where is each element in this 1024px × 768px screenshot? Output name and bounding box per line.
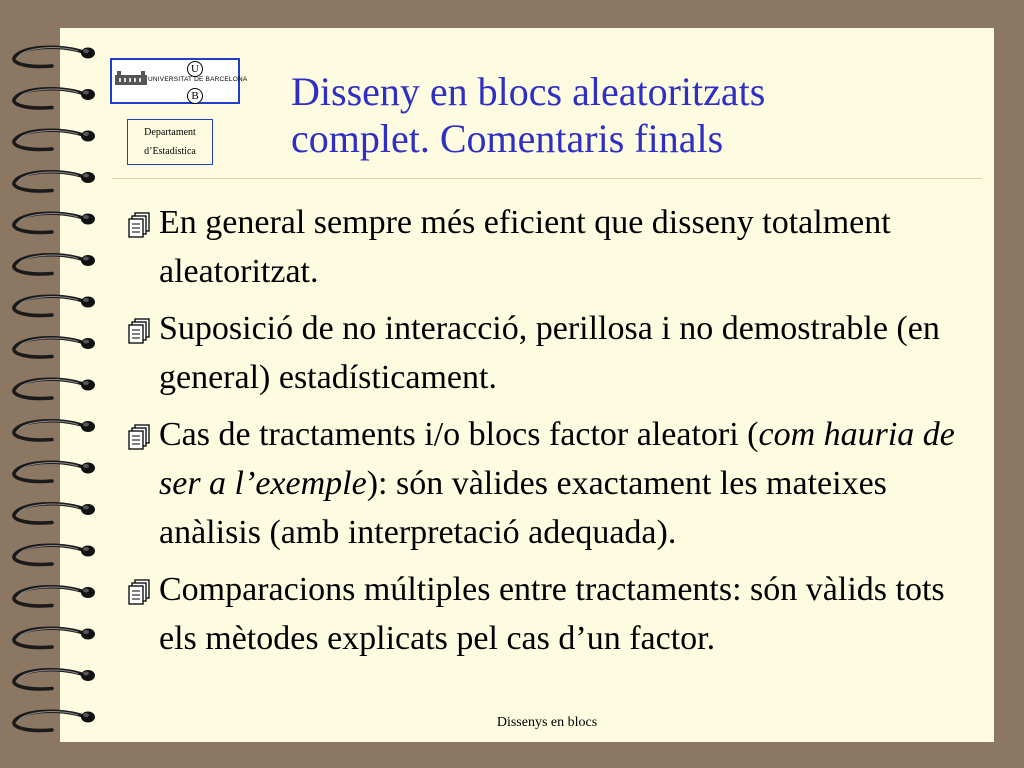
logo-letter-u: U bbox=[187, 61, 203, 77]
logo-letter-b: B bbox=[187, 88, 203, 104]
bullet-list bbox=[126, 198, 986, 671]
spiral-ring-icon bbox=[14, 89, 95, 108]
department-line-1: Departament bbox=[144, 127, 196, 138]
bullet-text-part: ): són vàlides exactament les mateixes anàlisis (amb interpretació adequada). bbox=[159, 465, 887, 551]
spiral-ring-icon bbox=[14, 172, 95, 191]
notebook-pages-icon bbox=[126, 579, 152, 605]
bullet-item bbox=[126, 565, 986, 663]
spiral-ring-icon bbox=[14, 255, 95, 274]
slide-footer: Dissenys en blocs bbox=[496, 715, 598, 730]
bullet-text bbox=[159, 416, 955, 551]
bullet-item bbox=[126, 304, 986, 402]
logo-university-name: UNIVERSITAT DE BARCELONA bbox=[148, 76, 248, 83]
slide-title bbox=[291, 68, 971, 162]
department-line-2: d’Estadística bbox=[144, 146, 196, 157]
bullet-item bbox=[126, 198, 986, 296]
spiral-ring-icon bbox=[14, 462, 95, 481]
bullet-text: Comparacions múltiples entre tractaments: són vàlids tots els mètodes explicats pel cas d’un factor. bbox=[159, 571, 945, 657]
bullet-text: En general sempre més eficient que disseny totalment aleatoritzat. bbox=[159, 204, 891, 290]
spiral-ring-icon bbox=[14, 670, 95, 689]
building-icon bbox=[115, 71, 147, 85]
spiral-ring-icon bbox=[14, 587, 95, 606]
bullet-text-part: Cas de tractaments i/o blocs factor aleatori ( bbox=[159, 416, 759, 453]
spiral-ring-icon bbox=[14, 296, 95, 315]
notebook-pages-icon bbox=[126, 424, 152, 450]
spiral-ring-icon bbox=[14, 504, 95, 523]
spiral-ring-icon bbox=[14, 379, 95, 398]
slide-title-line-2: complet. Comentaris finals bbox=[291, 116, 724, 161]
title-divider bbox=[112, 178, 982, 179]
university-logo bbox=[110, 58, 248, 104]
spiral-ring-icon bbox=[14, 545, 95, 564]
slide-title-line-1: Disseny en blocs aleatoritzats bbox=[291, 69, 766, 114]
bullet-text: Suposició de no interacció, perillosa i no demostrable (en general) estadísticament. bbox=[159, 310, 940, 396]
bullet-item bbox=[126, 410, 986, 557]
notebook-pages-icon bbox=[126, 318, 152, 344]
spiral-ring-icon bbox=[14, 628, 95, 647]
spiral-binding-icon bbox=[0, 0, 110, 768]
spiral-ring-icon bbox=[14, 47, 95, 66]
spiral-ring-icon bbox=[14, 130, 95, 149]
bullet-text-italic: com hauria de ser a l’exemple bbox=[159, 416, 955, 502]
spiral-ring-icon bbox=[14, 421, 95, 440]
spiral-ring-icon bbox=[14, 338, 95, 357]
spiral-ring-icon bbox=[14, 213, 95, 232]
notebook-pages-icon bbox=[126, 212, 152, 238]
department-label bbox=[127, 119, 213, 165]
